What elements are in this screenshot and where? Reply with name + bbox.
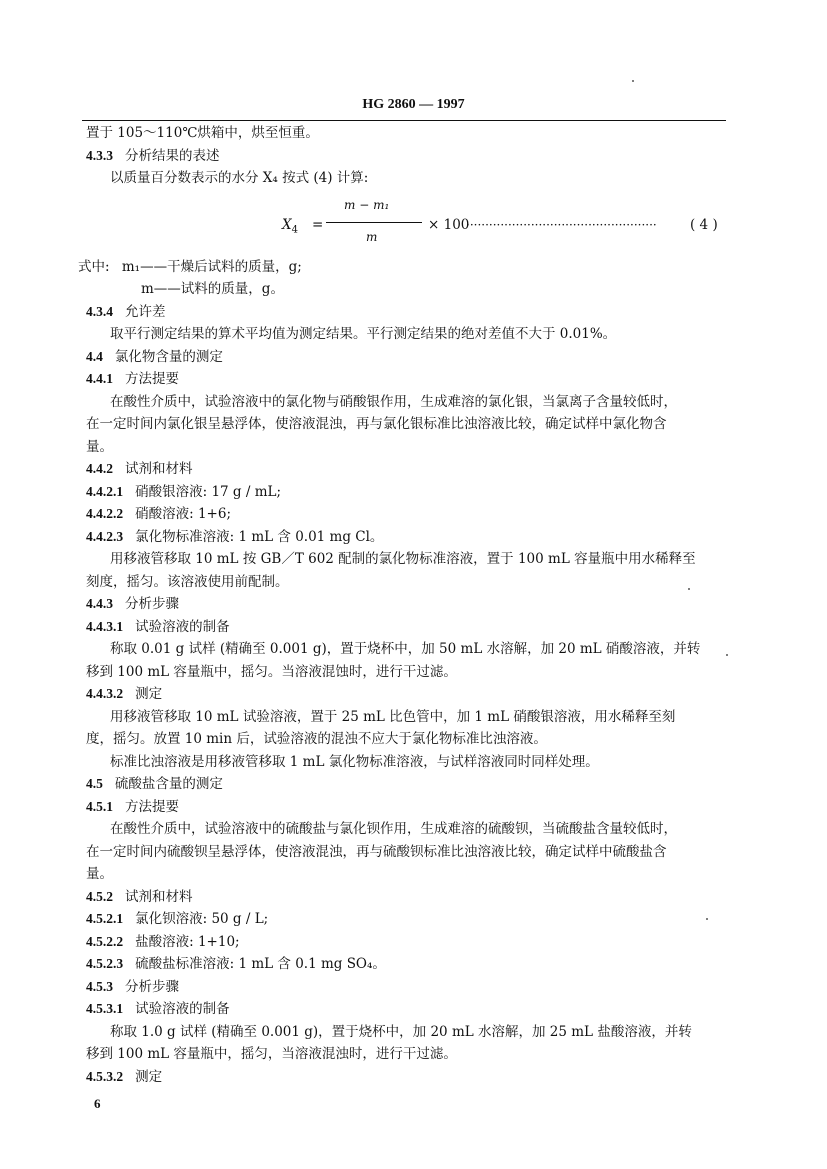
scan-speck [632, 80, 634, 82]
section-number: 4.4 [86, 348, 103, 364]
document-body [78, 122, 726, 1088]
section-title: 试剂和材料 [125, 888, 193, 905]
section-number: 4.5.3.2 [86, 1068, 124, 1084]
definition-m1: m₁——干燥后试料的质量，g; [121, 258, 302, 275]
section-heading [86, 796, 726, 819]
body-line: 量。 [86, 438, 113, 455]
item-number: 4.5.2.3 [86, 956, 124, 971]
list-item [86, 503, 726, 526]
section-title: 方法提要 [125, 798, 179, 815]
section-number: 4.4.3.2 [86, 686, 124, 701]
section-number: 4.5 [86, 776, 103, 791]
section-title: 硫酸盐含量的测定 [114, 776, 223, 792]
section-heading [86, 593, 726, 616]
section-number: 4.5.3.1 [86, 1001, 124, 1016]
section-heading [86, 301, 726, 324]
scan-speck [726, 654, 728, 656]
section-heading [86, 683, 726, 706]
section-number: 4.4.1 [86, 371, 113, 386]
item-text: 氯化物标准溶液: 1 mL 含 0.01 mg Cl。 [135, 528, 384, 545]
where-line [78, 256, 726, 279]
list-item [86, 931, 726, 954]
section-heading [86, 773, 726, 796]
item-number: 4.4.2.1 [86, 483, 124, 499]
formula-4 [86, 194, 726, 256]
body-line: 取平行测定结果的算术平均值为测定结果。平行测定结果的绝对差值不大于 0.01%。 [110, 326, 617, 342]
body-line: 称取 1.0 g 试样 (精确至 0.001 g)，置于烧杯中，加 20 mL 水溶解，加 25 mL 盐酸溶液，并转 [110, 1023, 692, 1040]
list-item [86, 953, 726, 976]
header-rule [82, 120, 726, 121]
section-title: 测定 [135, 686, 163, 702]
body-line: 在酸性介质中，试验溶液中的硫酸盐与氯化钡作用，生成难溶的硫酸钡，当硫酸盐含量较低时， [110, 821, 677, 837]
section-title: 分析步骤 [125, 596, 179, 612]
section-number: 4.3.3 [86, 147, 113, 163]
section-title: 试验溶液的制备 [135, 1001, 230, 1017]
section-number: 4.3.4 [86, 303, 113, 319]
section-title: 允许差 [125, 303, 166, 320]
fraction-bar [326, 222, 422, 223]
section-number: 4.4.2 [86, 461, 113, 476]
body-line: 标准比浊溶液是用移液管移取 1 mL 氯化物标准溶液，与试样溶液同时同样处理。 [110, 753, 599, 770]
section-number: 4.5.2 [86, 888, 113, 904]
body-line: 刻度，摇匀。该溶液使用前配制。 [86, 573, 289, 590]
section-title: 测定 [135, 1068, 163, 1085]
formula-number: ( 4 ) [690, 216, 718, 233]
item-number: 4.4.2.2 [86, 506, 124, 521]
section-heading [86, 886, 726, 909]
section-title: 氯化物含量的测定 [114, 348, 223, 365]
item-number: 4.5.2.2 [86, 933, 124, 949]
item-text: 氯化钡溶液: 50 g / L; [135, 911, 269, 927]
list-item [86, 481, 726, 504]
section-number: 4.4.3.1 [86, 618, 124, 634]
section-number: 4.5.3 [86, 978, 113, 994]
formula-lhs: $X_4$ [282, 216, 298, 236]
section-number: 4.5.1 [86, 798, 113, 814]
section-heading [86, 976, 726, 999]
list-item [86, 908, 726, 931]
definition-m: m——试料的质量，g。 [141, 281, 284, 297]
section-heading [86, 1066, 726, 1089]
section-heading [86, 616, 726, 639]
body-line: 度，摇匀。放置 10 min 后，试验溶液的混浊不应大于氯化物标准比浊溶液。 [86, 731, 547, 747]
body-line: 在酸性介质中，试验溶液中的氯化物与硝酸银作用，生成难溶的氯化银，当氯离子含量较低时， [110, 393, 677, 410]
where-label: 式中: [78, 258, 110, 275]
section-title: 分析结果的表述 [125, 147, 220, 164]
body-line: 移到 100 mL 容量瓶中，摇匀。当溶液混蚀时，进行干过滤。 [86, 663, 457, 680]
section-heading [86, 368, 726, 391]
item-text: 硫酸盐标准溶液: 1 mL 含 0.1 mg SO₄。 [135, 956, 386, 972]
section-title: 试剂和材料 [125, 461, 193, 477]
section-title: 试验溶液的制备 [135, 618, 230, 635]
section-title: 方法提要 [125, 371, 179, 387]
item-text: 硝酸溶液: 1+6; [135, 506, 232, 522]
body-line: 以质量百分数表示的水分 X₄ 按式 (4) 计算: [110, 170, 369, 186]
section-title: 分析步骤 [125, 978, 179, 995]
body-line: 量。 [86, 866, 113, 882]
section-number: 4.4.3 [86, 596, 113, 611]
body-line: 用移液管移取 10 mL 试验溶液，置于 25 mL 比色管中，加 1 mL 硝酸银溶液，用水稀释至刻 [110, 708, 676, 725]
item-text: 硝酸银溶液: 17 g / mL; [135, 483, 282, 500]
body-line: 置于 105～110℃烘箱中，烘至恒重。 [86, 125, 319, 141]
section-heading [86, 458, 726, 481]
page-header: HG 2860 — 1997 [362, 97, 465, 112]
body-line: 称取 0.01 g 试样 (精确至 0.001 g)，置于烧杯中，加 50 mL 水溶解，加 20 mL 硝酸溶液，并转 [110, 641, 701, 657]
item-number: 4.5.2.1 [86, 911, 124, 926]
body-line: 用移液管移取 10 mL 按 GB／T 602 配制的氯化物标准溶液，置于 100 mL 容量瓶中用水稀释至 [110, 551, 696, 567]
section-heading [86, 145, 726, 168]
list-item [86, 526, 726, 549]
section-heading [86, 346, 726, 369]
item-text: 盐酸溶液: 1+10; [135, 933, 240, 950]
page-number: 6 [94, 1096, 101, 1111]
formula-numerator: m − m₁ [344, 197, 390, 212]
formula-denominator: m [366, 229, 378, 244]
body-line: 移到 100 mL 容量瓶中，摇匀，当溶液混浊时，进行干过滤。 [86, 1046, 457, 1062]
formula-equals: = [312, 216, 324, 233]
section-heading [86, 998, 726, 1021]
scan-speck [688, 588, 690, 590]
scan-speck [706, 918, 708, 920]
formula-multiplier: × 100 [428, 216, 470, 233]
formula-leader-dots: ·················································· [466, 217, 657, 232]
body-line: 在一定时间内硫酸钡呈悬浮体，使溶液混浊，再与硫酸钡标准比浊溶液比较，确定试样中硫酸盐含 [86, 843, 667, 860]
body-line: 在一定时间内氯化银呈悬浮体，使溶液混浊，再与氯化银标准比浊溶液比较，确定试样中氯化物含 [86, 416, 667, 432]
item-number: 4.4.2.3 [86, 528, 124, 544]
